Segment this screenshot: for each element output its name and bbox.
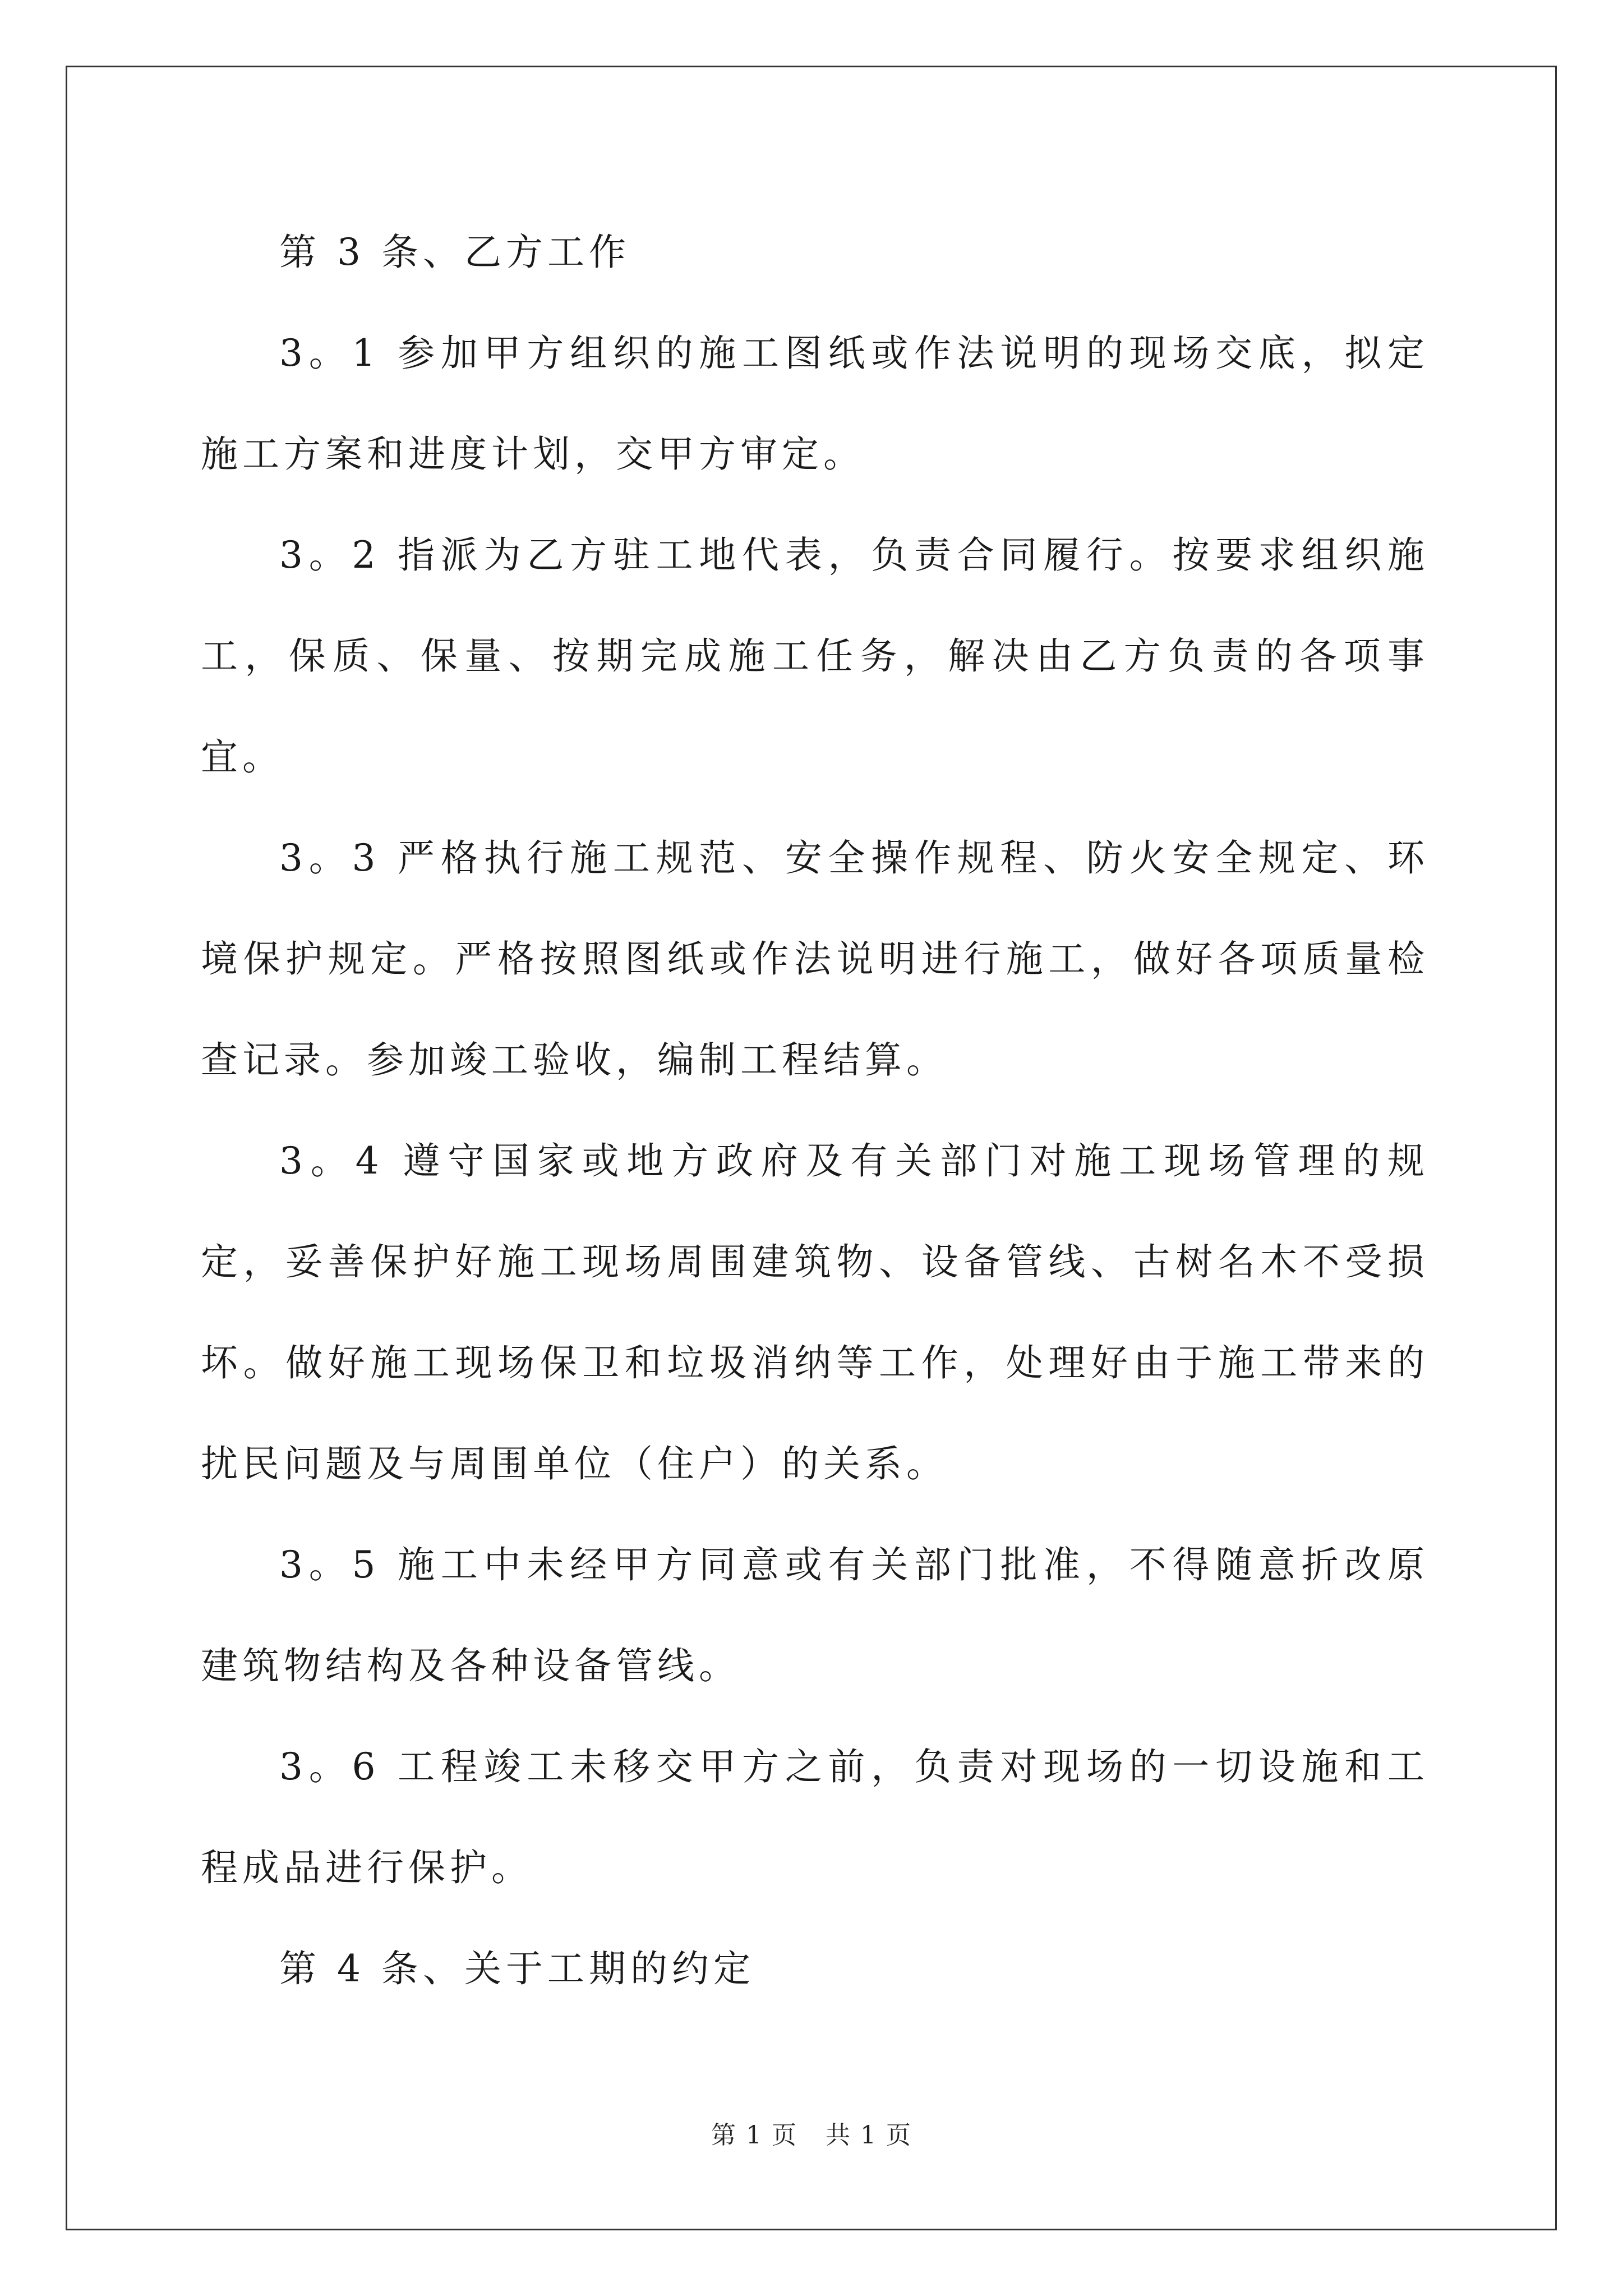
clause-3-6: 3。6 工程竣工未移交甲方之前，负责对现场的一切设施和工程成品进行保护。 <box>201 1745 1429 1889</box>
page-footer <box>0 2115 1623 2151</box>
clause-3-5: 3。5 施工中未经甲方同意或有关部门批准，不得随意折改原建筑物结构及各种设备管线。 <box>201 1543 1429 1687</box>
document-body <box>201 202 1429 2019</box>
section-heading-3: 第 3 条、乙方工作 <box>279 231 630 274</box>
clause-3-1: 3。1 参加甲方组织的施工图纸或作法说明的现场交底，拟定施工方案和进度计划，交甲方审定。 <box>201 332 1429 476</box>
clause-3-3: 3。3 严格执行施工规范、安全操作规程、防火安全规定、环境保护规定。严格按照图纸或作法说明进行施工，做好各项质量检查记录。参加竣工验收，编制工程结算。 <box>201 836 1429 1082</box>
clause-3-2: 3。2 指派为乙方驻工地代表，负责合同履行。按要求组织施工，保质、保量、按期完成施工任务，解决由乙方负责的各项事宜。 <box>201 533 1429 779</box>
page-number-current: 第 1 页 <box>711 2121 797 2150</box>
page-number-total: 共 1 页 <box>826 2121 912 2150</box>
clause-3-4: 3。4 遵守国家或地方政府及有关部门对施工现场管理的规定，妥善保护好施工现场周围建筑物、设备管线、古树名木不受损坏。做好施工现场保卫和垃圾消纳等工作，处理好由于施工带来的扰民问题及与周围单位（住户）的关系。 <box>201 1139 1429 1485</box>
section-heading-4: 第 4 条、关于工期的约定 <box>279 1947 755 1990</box>
